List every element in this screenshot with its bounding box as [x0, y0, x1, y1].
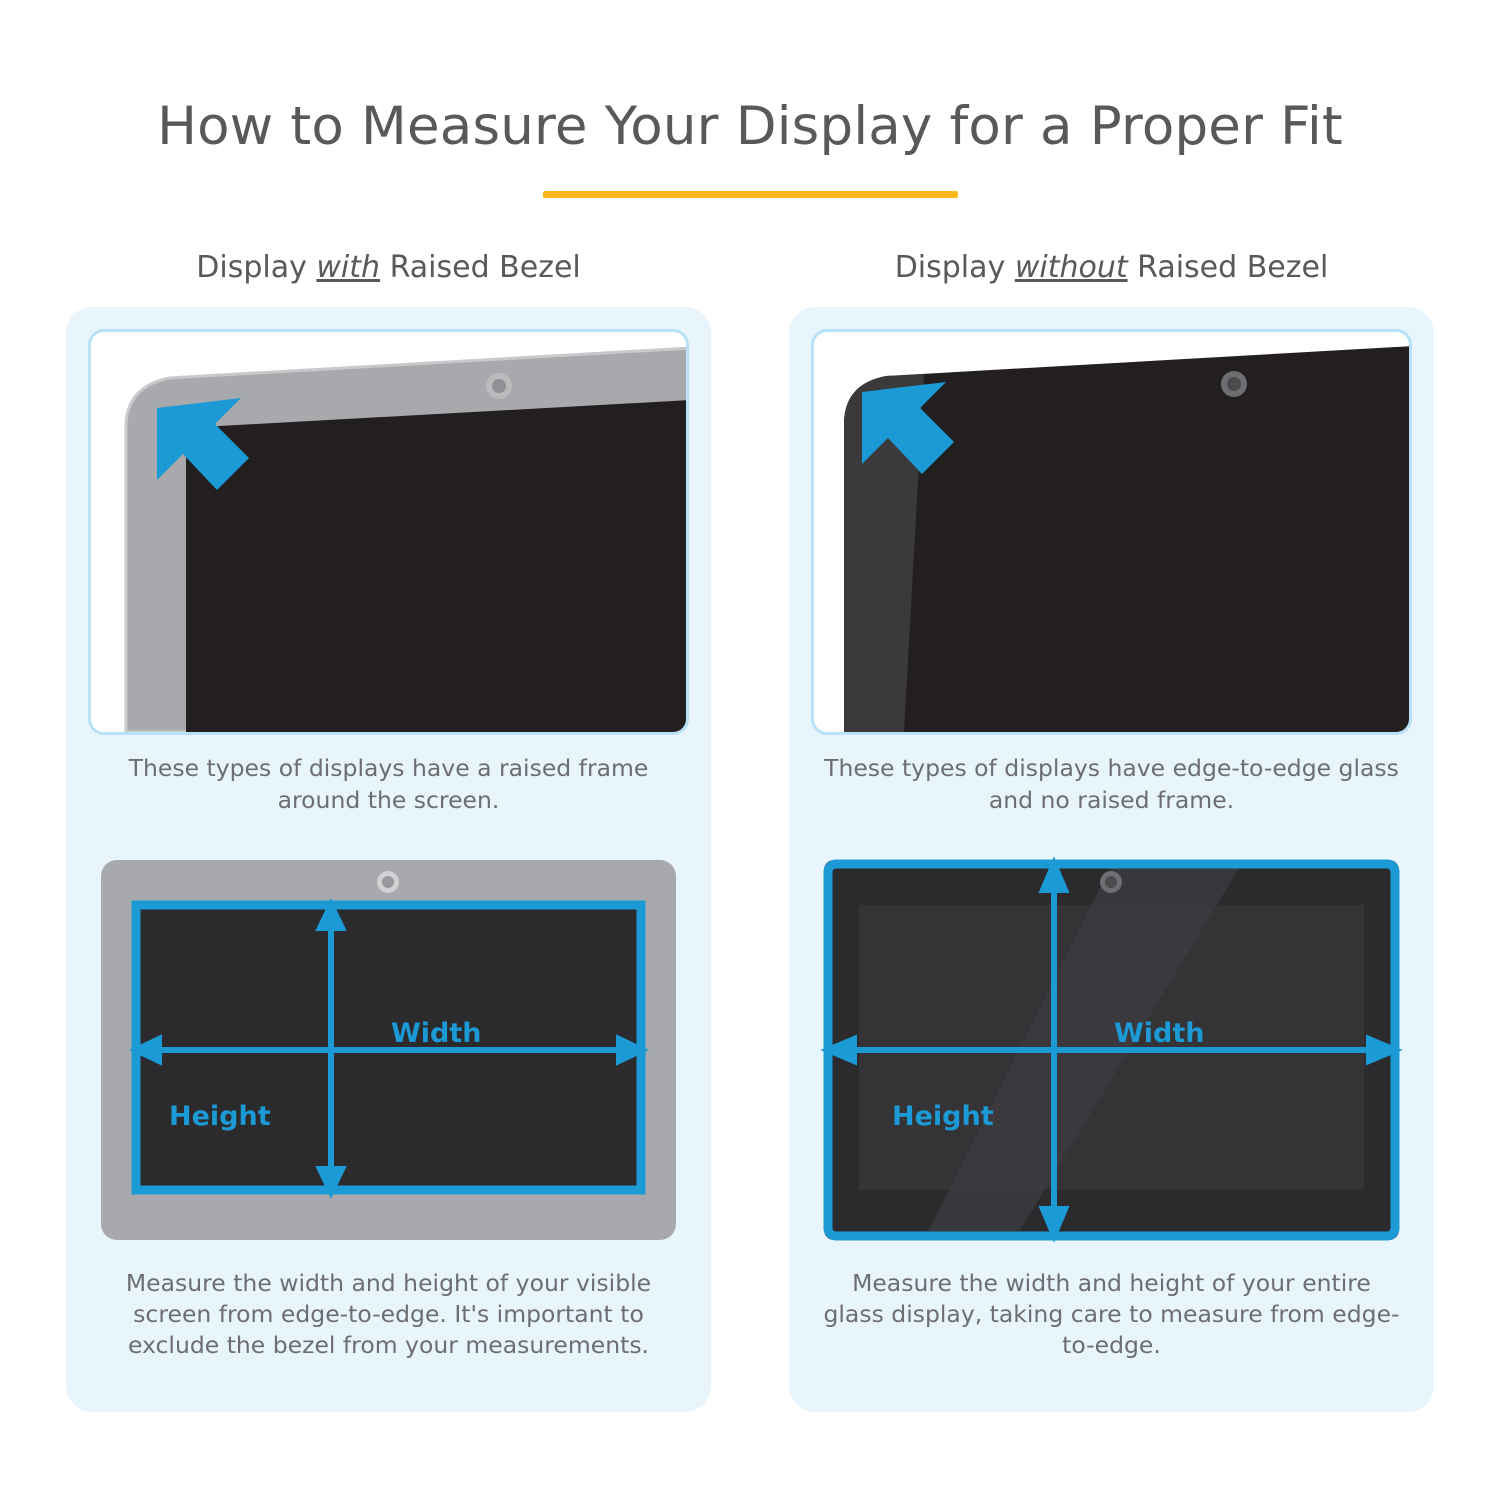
measure-bezel-svg	[88, 850, 689, 1250]
laptop-measure-without-bezel-illustration	[811, 850, 1412, 1250]
corner-bezel-svg	[91, 332, 686, 732]
height-label-left: Height	[169, 1100, 271, 1132]
figure-spacer-2	[811, 816, 1412, 850]
corner-no-bezel-svg	[814, 332, 1409, 732]
laptop-corner-with-bezel-illustration	[88, 329, 689, 735]
bottom-caption-with-bezel: Measure the width and height of your visible screen from edge-to-edge. It's important to exclude the bezel from your measurements.	[125, 1268, 652, 1360]
comparison-columns	[0, 250, 1500, 1412]
column-heading-without-bezel	[789, 250, 1434, 285]
panel-with-raised-bezel	[66, 307, 711, 1412]
column-heading-emphasis: with	[316, 250, 381, 286]
top-caption-without-bezel: These types of displays have edge-to-edge glass and no raised frame.	[824, 754, 1399, 814]
bottom-caption-without-bezel: Measure the width and height of your entire glass display, taking care to measure from edge-to-edge.	[823, 1268, 1400, 1360]
width-label-left: Width	[391, 1017, 482, 1049]
column-without-raised-bezel	[789, 250, 1434, 1412]
column-heading-emphasis-2: without	[1014, 250, 1128, 286]
column-heading-suffix: Raised Bezel	[380, 250, 581, 286]
title-underline-rule	[543, 191, 958, 198]
height-label-right: Height	[892, 1100, 994, 1132]
column-heading-with-bezel	[66, 250, 711, 285]
panel-without-raised-bezel	[789, 307, 1434, 1412]
top-caption-with-bezel: These types of displays have a raised frame around the screen.	[128, 754, 649, 814]
column-heading-prefix-2: Display	[894, 250, 1015, 286]
laptop-corner-without-bezel-illustration	[811, 329, 1412, 735]
column-heading-prefix: Display	[196, 250, 317, 286]
page-title: How to Measure Your Display for a Proper Fit	[157, 95, 1343, 157]
column-heading-suffix-2: Raised Bezel	[1127, 250, 1329, 286]
column-with-raised-bezel	[66, 250, 711, 1412]
measure-no-bezel-svg	[811, 850, 1412, 1250]
figure-spacer	[88, 816, 689, 850]
laptop-measure-with-bezel-illustration	[88, 850, 689, 1250]
width-label-right: Width	[1114, 1017, 1205, 1049]
